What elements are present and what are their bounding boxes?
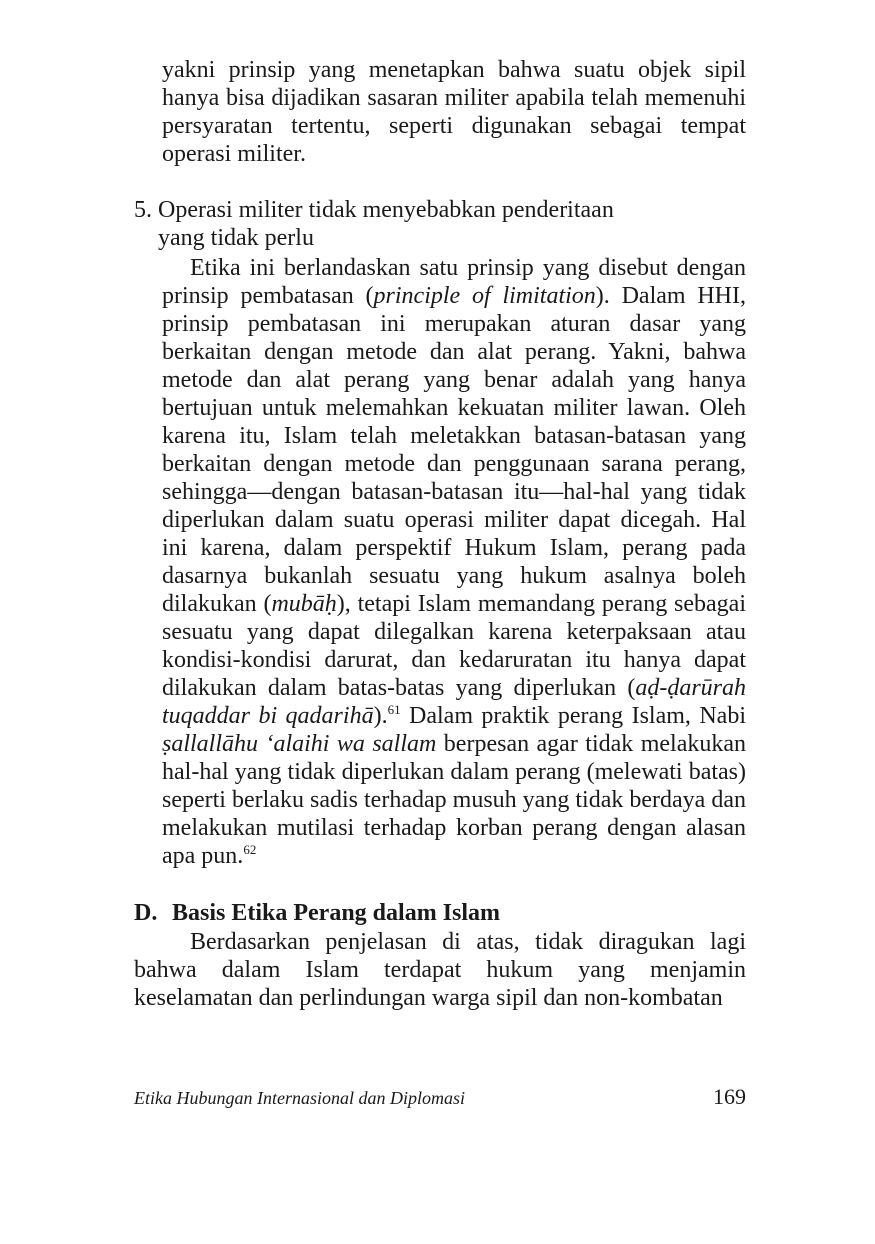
- continuation-paragraph: yakni prinsip yang menetapkan bahwa suatu objek sipil hanya bisa dijadikan sasaran militer apabila telah memenuhi persyaratan tertentu, seperti digunakan sebagai tempat operasi militer.: [162, 57, 746, 167]
- body-italic-term: aḍ-ḍarūrah tuqaddar bi qadarihā: [162, 675, 746, 729]
- section-body-paragraph: Berdasarkan penjelasan di atas, tidak diragukan lagi bahwa dalam Islam terdapat hukum yang menjamin keselamatan dan perlindungan warga sipil dan non-kombatan: [134, 929, 746, 1011]
- list-item-5-title: [134, 196, 734, 252]
- body-text: Etika ini berlandaskan satu prinsip yang disebut dengan prinsip pembatasan (: [162, 255, 746, 309]
- footnote-ref-62: 62: [243, 842, 257, 857]
- list-item-title-line-2: yang tidak perlu: [158, 225, 314, 251]
- list-item-title-line-1: Operasi militer tidak menyebabkan penderitaan: [158, 197, 614, 223]
- body-text: ). Dalam HHI, prinsip pembatasan ini merupakan aturan dasar yang berkaitan dengan metode dan alat perang. Yakni, bahwa metode dan alat perang yang benar adalah yang hanya bertujuan untuk melemahkan kekuatan militer lawan. Oleh karena itu, Islam telah meletakkan batasan-batasan yang berkaitan dengan metode dan penggunaan sarana perang, sehingga—dengan batasan-batasan itu—hal-hal yang tidak diperlukan dalam suatu operasi militer dapat dicegah. Hal ini karena, dalam perspektif Hukum Islam, perang pada dasarnya bukanlah sesuatu yang hukum asalnya boleh dilakukan (: [162, 283, 747, 617]
- section-title: Basis Etika Perang dalam Islam: [172, 900, 501, 926]
- footnote-ref-61: 61: [387, 702, 401, 717]
- list-item-number: 5.: [134, 197, 152, 223]
- section-letter: D.: [134, 900, 158, 926]
- body-italic-term: principle of limitation: [373, 283, 596, 309]
- body-text: ).: [373, 703, 388, 729]
- running-footer-title: Etika Hubungan Internasional dan Diplomasi: [134, 1088, 465, 1108]
- body-text: berpesan agar tidak melakukan hal-hal yang tidak diperlukan dalam perang (melewati batas) seperti berlaku sadis terhadap musuh yang tidak berdaya dan melakukan mutilasi terhadap korban perang dengan alasan apa pun.: [162, 731, 746, 869]
- body-italic-term: mubāḥ: [271, 591, 337, 617]
- page-number: 169: [713, 1084, 746, 1109]
- body-text: ), tetapi Islam memandang perang sebagai sesuatu yang dapat dilegalkan karena keterpaksaan atau kondisi-kondisi darurat, dan kedaruratan itu hanya dapat dilakukan dalam batas-batas yang diperlukan (: [162, 591, 746, 701]
- list-item-5-body: [162, 254, 746, 870]
- body-text: Dalam praktik perang Islam, Nabi: [400, 703, 746, 729]
- body-italic-term: ṣallallāhu ‘alaihi wa sallam: [162, 731, 437, 757]
- section-heading: [134, 898, 746, 928]
